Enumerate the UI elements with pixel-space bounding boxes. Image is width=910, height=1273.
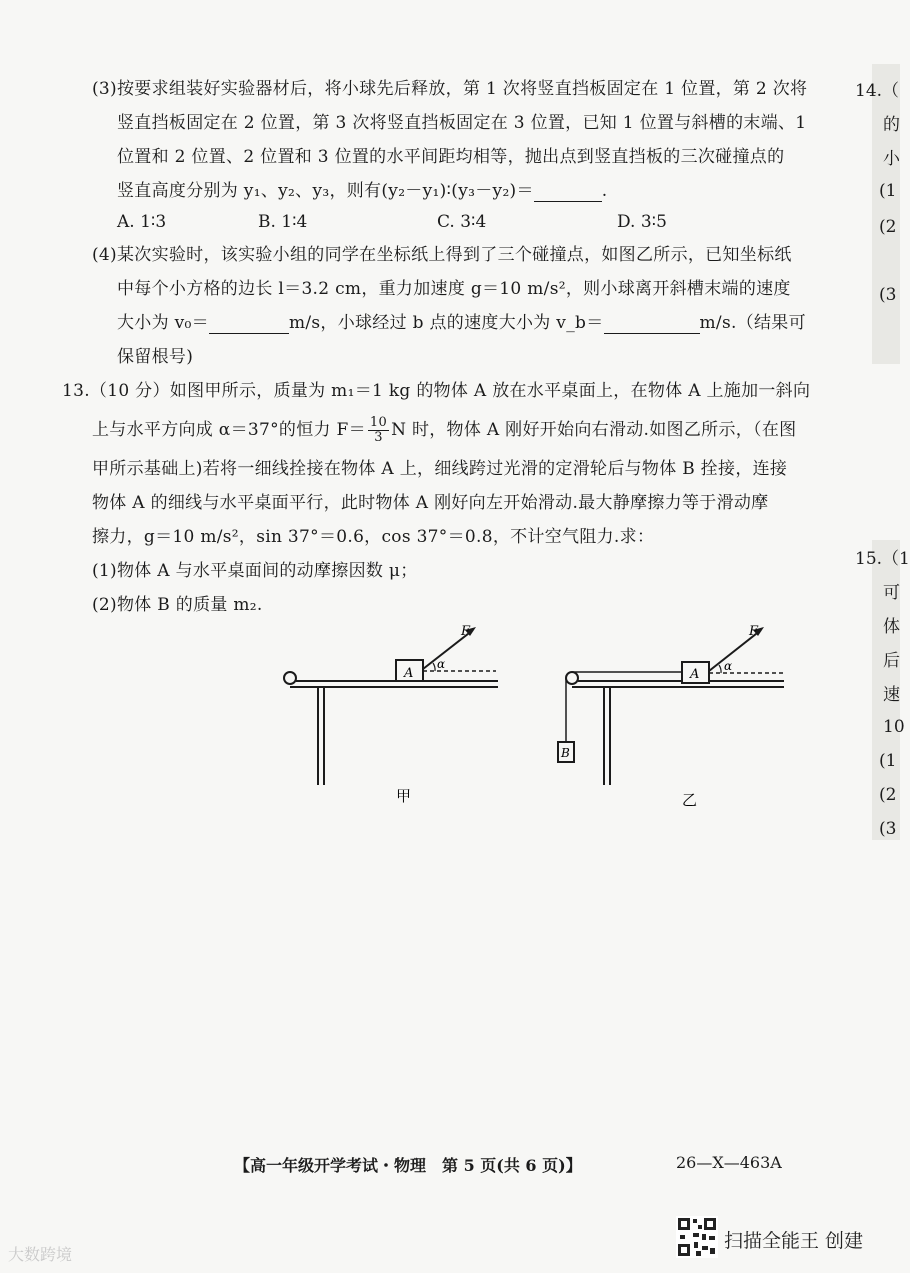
q12-p4-line4: 保留根号) [117, 347, 194, 367]
angle-label: α [724, 659, 733, 673]
edge-text: 可 [883, 583, 900, 603]
fraction-numerator: 10 [369, 415, 388, 430]
q12-p4-line3 [117, 312, 806, 334]
edge-text: (3 [879, 819, 897, 839]
answer-blank [534, 183, 602, 202]
q15-number: 15.（1 [855, 549, 910, 569]
q13-line4: 物体 A 的细线与水平桌面平行，此时物体 A 刚好向左开始滑动.最大静摩擦力等于滑动摩 [92, 493, 769, 513]
answer-blank-vb [604, 315, 700, 334]
force-label: F [461, 624, 471, 639]
figure-jia [276, 615, 508, 815]
qr-code-icon [676, 1216, 718, 1258]
q12-p4-line3-c: m/s.（结果可 [699, 313, 806, 333]
q12-p3-line4-end: . [601, 181, 608, 201]
edge-text: 的 [883, 115, 900, 135]
footer-title: 【高一年级开学考试・物理 第 5 页(共 6 页)】 [234, 1156, 582, 1175]
q14-number: 14.（ [855, 81, 900, 101]
q13-line2-b: N 时，物体 A 刚好开始向右滑动.如图乙所示，（在图 [391, 420, 797, 440]
option-a: A. 1∶3 [117, 212, 167, 232]
figure-caption-yi: 乙 [682, 791, 698, 809]
fraction-denominator: 3 [374, 430, 383, 445]
edge-text: 后 [883, 651, 900, 671]
edge-text: (3 [879, 285, 897, 305]
figure-caption-jia: 甲 [396, 787, 412, 805]
q13-line1: 13.（10 分）如图甲所示，质量为 m₁＝1 kg 的物体 A 放在水平桌面上，在物体 A 上施加一斜向 [62, 381, 811, 401]
block-b-label: B [561, 746, 570, 760]
q12-p4-line3-a: 大小为 v₀＝ [117, 313, 209, 333]
edge-text: (2 [879, 217, 897, 237]
answer-blank-v0 [209, 315, 289, 334]
angle-arc [433, 663, 435, 671]
q13-line5: 擦力，g＝10 m/s²，sin 37°＝0.6，cos 37°＝0.8，不计空气阻力.求： [92, 527, 655, 547]
q13-line2-a: 上与水平方向成 α＝37°的恒力 F＝ [92, 420, 366, 440]
edge-text: (2 [879, 785, 897, 805]
edge-text: 10 [883, 717, 905, 737]
option-d: D. 3∶5 [617, 212, 667, 232]
q12-p3-line4 [117, 180, 608, 202]
q13-line2 [92, 416, 796, 445]
edge-text: 体 [883, 617, 900, 637]
angle-label: α [437, 657, 446, 671]
force-label: F [749, 624, 759, 639]
edge-text: 小 [883, 149, 900, 169]
edge-text: 速 [883, 685, 900, 705]
block-a-label: A [404, 666, 414, 681]
block-a-label: A [690, 667, 700, 682]
q12-p3-line4-text: 竖直高度分别为 y₁、y₂、y₃，则有(y₂－y₁)∶(y₃－y₂)＝ [117, 181, 534, 201]
edge-text: (1 [879, 181, 897, 201]
q12-p3-line2: 竖直挡板固定在 2 位置，第 3 次将竖直挡板固定在 3 位置，已知 1 位置与斜槽的末端、1 [117, 113, 807, 133]
q12-p4-line1: (4)某次实验时，该实验小组的同学在坐标纸上得到了三个碰撞点，如图乙所示，已知坐标纸 [92, 245, 792, 265]
edge-text: (1 [879, 751, 897, 771]
option-c: C. 3∶4 [437, 212, 487, 232]
pulley-yi [566, 672, 578, 684]
q13-line3: 甲所示基础上)若将一细线拴接在物体 A 上，细线跨过光滑的定滑轮后与物体 B 拴接，连接 [92, 459, 788, 479]
watermark: 大数跨境 [8, 1245, 73, 1264]
pulley-jia [284, 672, 296, 684]
force-fraction [368, 416, 389, 445]
q13-sub1: (1)物体 A 与水平桌面间的动摩擦因数 μ； [92, 561, 418, 581]
q12-p4-line2: 中每个小方格的边长 l＝3.2 cm，重力加速度 g＝10 m/s²，则小球离开斜槽末端的速度 [117, 279, 791, 299]
angle-arc [719, 665, 721, 673]
footer-code: 26—X—463A [676, 1153, 782, 1172]
scanner-label: 扫描全能王 创建 [724, 1230, 864, 1252]
q12-p3-line3: 位置和 2 位置、2 位置和 3 位置的水平间距均相等，抛出点到竖直挡板的三次碰撞点的 [117, 147, 785, 167]
q13-sub2: (2)物体 B 的质量 m₂. [92, 595, 263, 615]
next-page-shadow [872, 64, 900, 364]
q12-p3-line1: (3)按要求组装好实验器材后，将小球先后释放，第 1 次将竖直挡板固定在 1 位置，第 2 次将 [92, 79, 808, 99]
q12-p4-line3-b: m/s，小球经过 b 点的速度大小为 v_b＝ [288, 313, 604, 333]
option-b: B. 1∶4 [258, 212, 308, 232]
figure-yi [552, 615, 792, 815]
